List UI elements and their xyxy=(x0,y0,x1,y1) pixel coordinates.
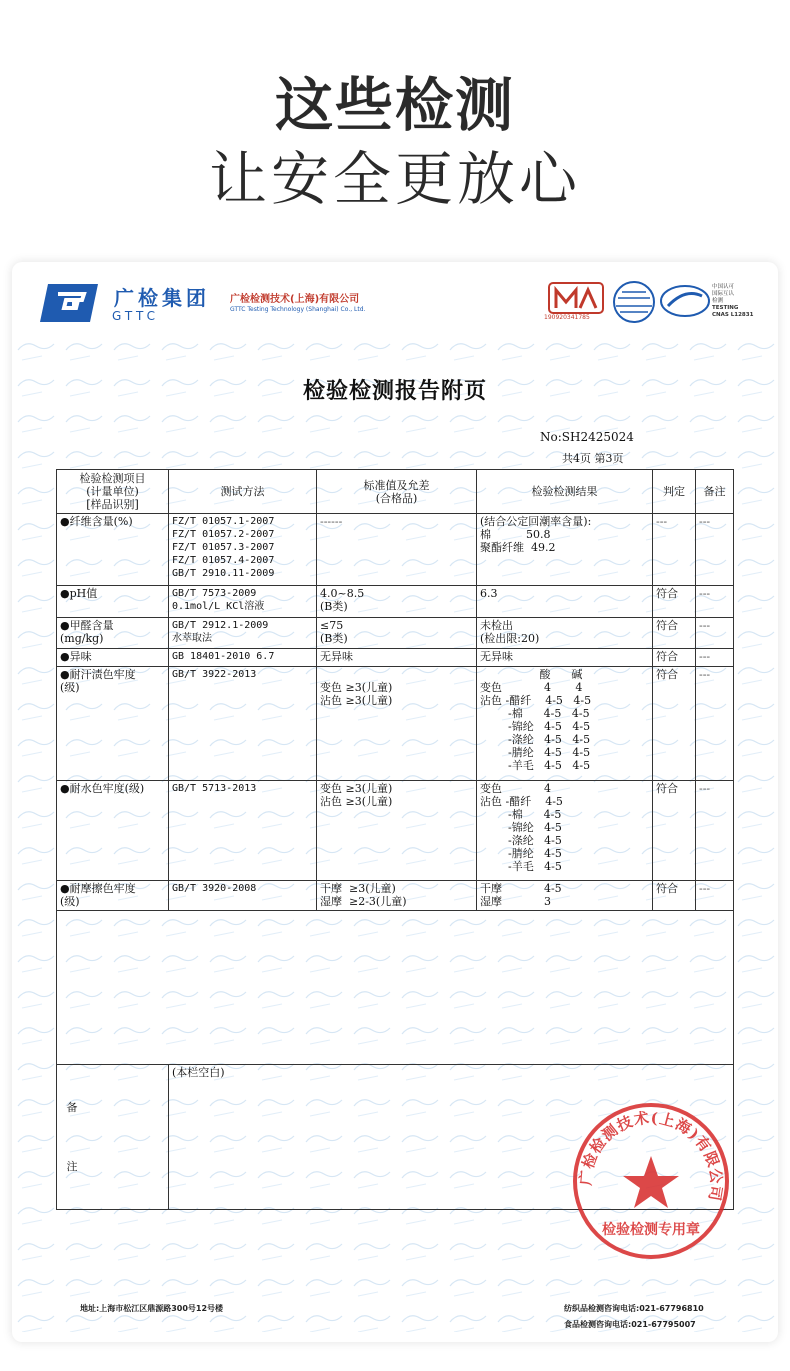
table-row xyxy=(57,586,734,618)
table-row xyxy=(57,781,734,881)
column-header: 检验检测结果 xyxy=(477,470,653,514)
standard-cell: ------ xyxy=(317,514,477,586)
report-title: 检验检测报告附页 xyxy=(302,379,487,404)
result-cell: 酸 碱 变色 4 4 沾色 -醋纤 4-5 4-5 -棉 4-5 4-5 -锦纶 4-5 4-5 -涤纶 4-5 4-5 -腈纶 4-5 4-5 -羊毛 4-5 4-5 xyxy=(477,667,653,781)
column-header: 检验检测项目 (计量单位) [样品识别] xyxy=(57,470,169,514)
remark-cell: --- xyxy=(696,514,734,586)
verdict-cell: 符合 xyxy=(653,667,696,781)
cnas-accreditation-text: 中国认可 国际互认 检测 TESTING CNAS L12831 xyxy=(712,284,754,318)
standard-cell: ≤75 (B类) xyxy=(317,618,477,649)
remark-cell: --- xyxy=(696,781,734,881)
footer-address: 地址:上海市松江区鼎源路300号12号楼 xyxy=(80,1304,224,1313)
item-cell: ●耐汗渍色牢度 (级) xyxy=(57,667,169,781)
column-header: 测试方法 xyxy=(169,470,317,514)
standard-cell: 干摩 ≥3(儿童) 湿摩 ≥2-3(儿童) xyxy=(317,881,477,911)
table-row xyxy=(57,881,734,911)
result-cell: (结合公定回潮率含量): 棉 50.8 聚酯纤维 49.2 xyxy=(477,514,653,586)
method-cell: GB/T 5713-2013 xyxy=(169,781,317,881)
result-cell: 干摩 4-5 湿摩 3 xyxy=(477,881,653,911)
item-cell: ●甲醛含量 (mg/kg) xyxy=(57,618,169,649)
result-cell: 无异味 xyxy=(477,649,653,667)
result-cell: 6.3 xyxy=(477,586,653,618)
standard-cell: 4.0~8.5 (B类) xyxy=(317,586,477,618)
remark-cell: --- xyxy=(696,649,734,667)
method-cell: GB/T 3920-2008 xyxy=(169,881,317,911)
item-cell: ●异味 xyxy=(57,649,169,667)
footer-hotline-food: 食品检测咨询电话:021-67795007 xyxy=(564,1320,696,1329)
cma-mark-icon xyxy=(548,282,604,314)
column-header: 判定 xyxy=(653,470,696,514)
column-header: 备注 xyxy=(696,470,734,514)
item-cell: ●pH值 xyxy=(57,586,169,618)
table-row xyxy=(57,514,734,586)
verdict-cell: 符合 xyxy=(653,618,696,649)
verdict-cell: 符合 xyxy=(653,586,696,618)
result-cell: 未检出 (检出限:20) xyxy=(477,618,653,649)
report-sheet xyxy=(12,262,778,1342)
notes-label-top: 备 xyxy=(66,1101,78,1114)
hero-title: 这些检测 xyxy=(274,71,515,139)
remark-cell: --- xyxy=(696,618,734,649)
ilac-mra-icon xyxy=(612,280,656,324)
cma-number: 190920341785 xyxy=(544,314,590,321)
standard-cell: 无异味 xyxy=(317,649,477,667)
verdict-cell: --- xyxy=(653,514,696,586)
method-cell: GB/T 3922-2013 xyxy=(169,667,317,781)
notes-label-cell xyxy=(57,1065,169,1210)
method-cell: GB/T 7573-2009 0.1mol/L KCl溶液 xyxy=(169,586,317,618)
item-cell: ●耐水色牢度(级) xyxy=(57,781,169,881)
table-row xyxy=(57,667,734,781)
seal-bottom-text: 检验检测专用章 xyxy=(602,1222,700,1238)
footer-hotline-textile: 纺织品检测咨询电话:021-67796810 xyxy=(564,1304,704,1313)
remark-cell: --- xyxy=(696,586,734,618)
hero-subtitle: 让安全更放心 xyxy=(208,145,581,213)
standard-cell: 变色 ≥3(儿童) 沾色 ≥3(儿童) xyxy=(317,667,477,781)
cnas-icon xyxy=(660,284,710,318)
gttc-logo-icon xyxy=(40,280,100,326)
notes-content-cell: (本栏空白) xyxy=(169,1065,734,1210)
brand-name-cn: 广检集团 xyxy=(114,286,210,310)
table-row xyxy=(57,618,734,649)
report-page-info: 共4页 第3页 xyxy=(562,452,624,465)
remark-cell: --- xyxy=(696,667,734,781)
table-header-row xyxy=(57,470,734,514)
verdict-cell: 符合 xyxy=(653,881,696,911)
verdict-cell: 符合 xyxy=(653,649,696,667)
company-name-en: GTTC Testing Technology (Shanghai) Co., Ltd. xyxy=(230,306,366,313)
blank-cell xyxy=(57,911,734,1065)
report-number: No:SH2425024 xyxy=(540,430,634,444)
seal-ring-text: 广检检测技术(上海)有限公司 xyxy=(576,1108,726,1204)
verdict-cell: 符合 xyxy=(653,781,696,881)
remark-cell: --- xyxy=(696,881,734,911)
method-cell: GB/T 2912.1-2009 水萃取法 xyxy=(169,618,317,649)
standard-cell: 变色 ≥3(儿童) 沾色 ≥3(儿童) xyxy=(317,781,477,881)
method-cell: FZ/T 01057.1-2007 FZ/T 01057.2-2007 FZ/T 01057.3-2007 FZ/T 01057.4-2007 GB/T 2910.11-2009 xyxy=(169,514,317,586)
method-cell: GB 18401-2010 6.7 xyxy=(169,649,317,667)
result-cell: 变色 4 沾色 -醋纤 4-5 -棉 4-5 -锦纶 4-5 -涤纶 4-5 -腈纶 4-5 -羊毛 4-5 xyxy=(477,781,653,881)
brand-name-en: GTTC xyxy=(112,309,159,323)
column-header: 标准值及允差 (合格品) xyxy=(317,470,477,514)
blank-row xyxy=(57,911,734,1065)
official-seal-stamp xyxy=(568,1098,734,1264)
item-cell: ●纤维含量(%) xyxy=(57,514,169,586)
company-name-cn: 广检检测技术(上海)有限公司 xyxy=(230,294,360,305)
table-row xyxy=(57,649,734,667)
item-cell: ●耐摩擦色牢度 (级) xyxy=(57,881,169,911)
notes-label-bottom: 注 xyxy=(66,1160,78,1173)
